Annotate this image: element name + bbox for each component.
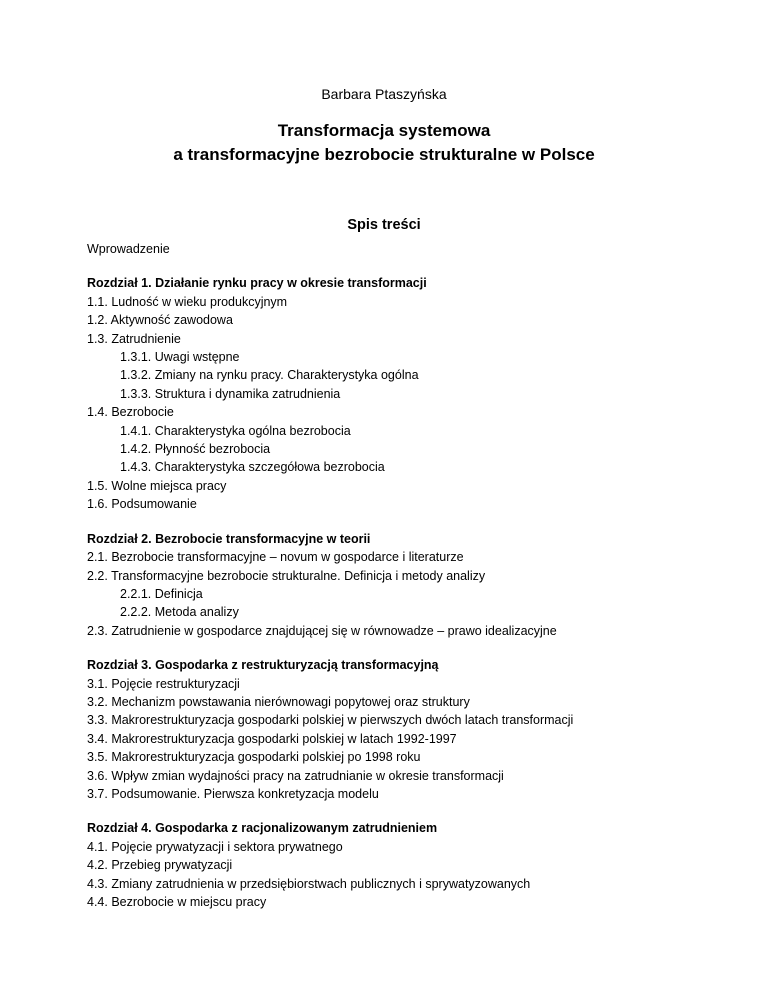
chapter-4 xyxy=(87,819,757,911)
toc-subentry: 1.4.2. Płynność bezrobocia xyxy=(120,442,271,457)
author-name: Barbara Ptaszyńska xyxy=(321,86,447,102)
toc-entry: 4.3. Zmiany zatrudnienia w przedsiębiorstwach publicznych i sprywatyzowanych xyxy=(87,876,531,891)
toc-entry: 4.4. Bezrobocie w miejscu pracy xyxy=(87,895,267,909)
chapter-title: Rozdział 2. Bezrobocie transformacyjne w teorii xyxy=(87,531,371,546)
toc-entry: 1.4. Bezrobocie xyxy=(87,405,174,420)
chapter-2 xyxy=(87,530,757,640)
toc-entry: 1.6. Podsumowanie xyxy=(87,497,197,512)
toc-entry: 2.2. Transformacyjne bezrobocie strukturalne. Definicja i metody analizy xyxy=(87,568,486,583)
toc-entry: 1.1. Ludność w wieku produkcyjnym xyxy=(87,294,288,309)
toc-entry: 1.2. Aktywność zawodowa xyxy=(87,313,233,328)
toc-subentry: 2.2.1. Definicja xyxy=(120,586,203,601)
toc-subentry: 1.3.3. Struktura i dynamika zatrudnienia xyxy=(120,386,341,401)
chapter-title: Rozdział 4. Gospodarka z racjonalizowanym zatrudnieniem xyxy=(87,821,438,836)
toc-entry: 3.1. Pojęcie restrukturyzacji xyxy=(87,676,240,691)
toc-subentry: 2.2.2. Metoda analizy xyxy=(120,605,239,620)
toc-entry: 4.1. Pojęcie prywatyzacji i sektora prywatnego xyxy=(87,839,343,854)
toc-entry: 3.3. Makrorestrukturyzacja gospodarki polskiej w pierwszych dwóch latach transformacji xyxy=(87,713,574,728)
toc-entry: 3.4. Makrorestrukturyzacja gospodarki polskiej w latach 1992-1997 xyxy=(87,731,457,746)
chapter-title: Rozdział 1. Działanie rynku pracy w okresie transformacji xyxy=(87,276,427,291)
title-line-1: Transformacja systemowa xyxy=(277,121,491,140)
table-of-contents xyxy=(87,240,757,927)
toc-entry: 3.7. Podsumowanie. Pierwsza konkretyzacja modelu xyxy=(87,786,379,801)
toc-subentry: 1.3.2. Zmiany na rynku pracy. Charakterystyka ogólna xyxy=(120,368,419,383)
toc-entry: 4.2. Przebieg prywatyzacji xyxy=(87,858,233,873)
toc-subentry: 1.3.1. Uwagi wstępne xyxy=(120,350,240,365)
toc-entry: 1.3. Zatrudnienie xyxy=(87,331,181,346)
title-line-2: a transformacyjne bezrobocie strukturalne w Polsce xyxy=(173,145,595,164)
toc-subentry: 1.4.1. Charakterystyka ogólna bezrobocia xyxy=(120,423,351,438)
toc-entry: 3.6. Wpływ zmian wydajności pracy na zatrudnianie w okresie transformacji xyxy=(87,768,504,783)
chapter-title: Rozdział 3. Gospodarka z restrukturyzacją transformacyjną xyxy=(87,658,439,673)
toc-subentry: 1.4.3. Charakterystyka szczegółowa bezrobocia xyxy=(120,460,385,475)
chapter-3 xyxy=(87,656,757,803)
toc-intro: Wprowadzenie xyxy=(87,242,170,256)
toc-heading: Spis treści xyxy=(347,217,421,233)
toc-entry: 3.5. Makrorestrukturyzacja gospodarki polskiej po 1998 roku xyxy=(87,750,421,765)
toc-entry: 2.3. Zatrudnienie w gospodarce znajdującej się w równowadze – prawo idealizacyjne xyxy=(87,623,557,638)
document-title xyxy=(0,119,768,167)
toc-entry: 1.5. Wolne miejsca pracy xyxy=(87,478,227,493)
chapter-1 xyxy=(87,274,757,513)
toc-entry: 3.2. Mechanizm powstawania nierównowagi popytowej oraz struktury xyxy=(87,694,470,709)
toc-entry: 2.1. Bezrobocie transformacyjne – novum w gospodarce i literaturze xyxy=(87,550,464,565)
